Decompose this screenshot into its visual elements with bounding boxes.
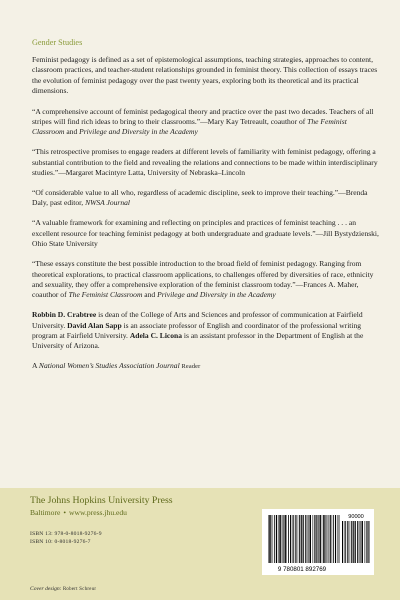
book-title-italic: The Feminist Classroom: [68, 290, 143, 300]
isbn-10: ISBN 10: 0-8018-9276-7: [30, 539, 91, 545]
barcode-bar: [270, 515, 271, 563]
barcode-bar: [283, 515, 284, 563]
barcode-bar: [335, 515, 336, 563]
book-title-italic: Privilege and Diversity in the Academy: [157, 290, 276, 300]
barcode-bar: [285, 515, 286, 563]
barcode-bar: [305, 515, 306, 563]
barcode-bar: [339, 515, 340, 563]
series-prefix: A: [32, 361, 39, 371]
author-bio-text: is an assistant professor in the Department of English at the University of Arizona.: [32, 331, 364, 351]
barcode-bar: [316, 515, 317, 563]
barcode-bar: [276, 515, 277, 563]
barcode: [262, 509, 374, 575]
barcode-bar: [320, 515, 321, 563]
ean-barcode-bars: [268, 515, 339, 563]
author-bios: [32, 310, 380, 352]
barcode-bar: [323, 515, 324, 563]
book-description: Feminist pedagogy is defined as a set of epistemological assumptions, teaching strategies, approaches to content, classroom practices, and teacher-student relationships grounded in feminist theory. This collection of essays traces the evolution of feminist pedagogy over the past twenty years, exploring both its theoretical and its practical dimensions.: [32, 55, 378, 96]
barcode-bar: [288, 515, 289, 563]
series-suffix: Reader: [179, 363, 201, 371]
barcode-addon-digits: 90000: [348, 514, 364, 520]
author-name: Robbin D. Crabtree: [32, 310, 97, 320]
publisher-url: www.press.jhu.edu: [69, 508, 127, 517]
barcode-digits: 9 780801 892769: [277, 566, 327, 573]
barcode-bar: [330, 515, 331, 563]
cover-designer: Robert Schreur: [62, 587, 97, 592]
barcode-bar: [301, 515, 302, 563]
blurb-1: [32, 107, 380, 138]
barcode-bar: [345, 521, 346, 563]
barcode-bar: [290, 515, 291, 563]
blurb-connector: and: [64, 127, 80, 137]
barcode-bar: [314, 515, 315, 563]
barcode-bar: [303, 515, 304, 563]
barcode-bar: [361, 521, 362, 563]
blurb-attribution: —Brenda Daly, past editor,: [32, 188, 368, 208]
cover-design-credit: [30, 586, 96, 592]
barcode-bar: [367, 521, 368, 563]
addon-barcode-bars: [342, 521, 370, 563]
author-name: David Alan Sapp: [67, 320, 122, 330]
blurb-quote: “Of considerable value to all who, regardless of academic discipline, seek to improve their teaching.”: [32, 188, 339, 198]
blurb-attribution: —Mary Kay Tetreault, coauthor of: [200, 117, 308, 127]
journal-title-italic: NWSA Journal: [85, 198, 131, 208]
isbn-13: ISBN 13: 978-0-8018-9276-9: [30, 531, 102, 537]
barcode-bar: [324, 515, 325, 563]
cover-design-label: Cover design:: [30, 586, 63, 592]
barcode-bar: [357, 521, 358, 563]
barcode-bar: [328, 515, 329, 563]
author-bio-text: is dean of the College of Arts and Sciences and professor of communication at Fairfield University.: [32, 310, 363, 330]
barcode-graphic: [262, 509, 374, 575]
barcode-bar: [355, 521, 356, 563]
bullet-separator: •: [63, 508, 67, 517]
barcode-bar: [342, 521, 343, 563]
barcode-bar: [362, 521, 363, 563]
blurb-attribution: —Jill Bystydzienski, Ohio State University: [32, 228, 379, 249]
blurb-5: [32, 259, 380, 301]
barcode-bar: [347, 521, 348, 563]
book-title-italic: The Feminist Classroom: [32, 117, 347, 137]
publisher-name: The Johns Hopkins University Press: [30, 495, 173, 506]
barcode-bar: [309, 515, 310, 563]
series-journal: National Women’s Studies Association Journal: [38, 361, 180, 371]
barcode-bar: [333, 515, 334, 563]
barcode-bar: [293, 515, 294, 563]
blurb-quote: “These essays constitute the best possible introduction to the broad field of feminist pedagogy. Ranging from theoretical explorations, to practical classroom applications, to challenges offered by diversities of race, ethnicity and sexuality, they offer a comprehensive exploration of the feminist classroom today.”: [32, 259, 374, 289]
barcode-bar: [299, 515, 300, 563]
publisher-city: Baltimore: [30, 508, 61, 517]
author-name: Adela C. Licona: [129, 331, 183, 341]
barcode-bar: [269, 515, 270, 563]
blurb-quote: “A valuable framework for examining and reflecting on principles and practices of feminist teaching . . . an excellent resource for teaching feminist pedagogy at both undergraduate and graduate levels.”: [32, 218, 356, 238]
category-label: Gender Studies: [32, 38, 83, 47]
blurb-connector: and: [142, 290, 158, 300]
blurb-attribution: —Frances A. Maher, coauthor of: [32, 279, 359, 300]
barcode-bar: [318, 515, 319, 563]
blurb-quote: “This retrospective promises to engage readers at different levels of familiarity with feminist pedagogy, offering a substantial contribution to the field and revealing the relations and connections to be made within interdisciplinary studies.”: [32, 147, 378, 178]
blurb-attribution: —Margaret Macintyre Latta, University of Nebraska–Lincoln: [58, 168, 245, 178]
blurb-quote: “A comprehensive account of feminist pedagogical theory and practice over the past two decades. Teachers of all stripes will find rich ideas to bring to their classrooms.”: [32, 106, 374, 127]
barcode-bar: [280, 515, 281, 563]
book-title-italic: Privilege and Diversity in the Academy: [79, 127, 198, 137]
barcode-bar: [353, 521, 354, 563]
barcode-bar: [310, 515, 311, 563]
barcode-bar: [274, 515, 275, 563]
barcode-bar: [295, 515, 296, 563]
blurb-4: [32, 218, 380, 249]
barcode-bar: [279, 515, 280, 563]
series-line: [32, 361, 380, 370]
blurb-2: [32, 147, 380, 178]
publisher-location: [30, 508, 127, 517]
blurb-3: [32, 188, 380, 209]
barcode-bar: [351, 521, 352, 563]
barcode-bar: [366, 521, 367, 563]
author-bio-text: is an associate professor of English and coordinator of the professional writing program at Fairfield University.: [32, 320, 362, 341]
main-text: [32, 38, 380, 370]
